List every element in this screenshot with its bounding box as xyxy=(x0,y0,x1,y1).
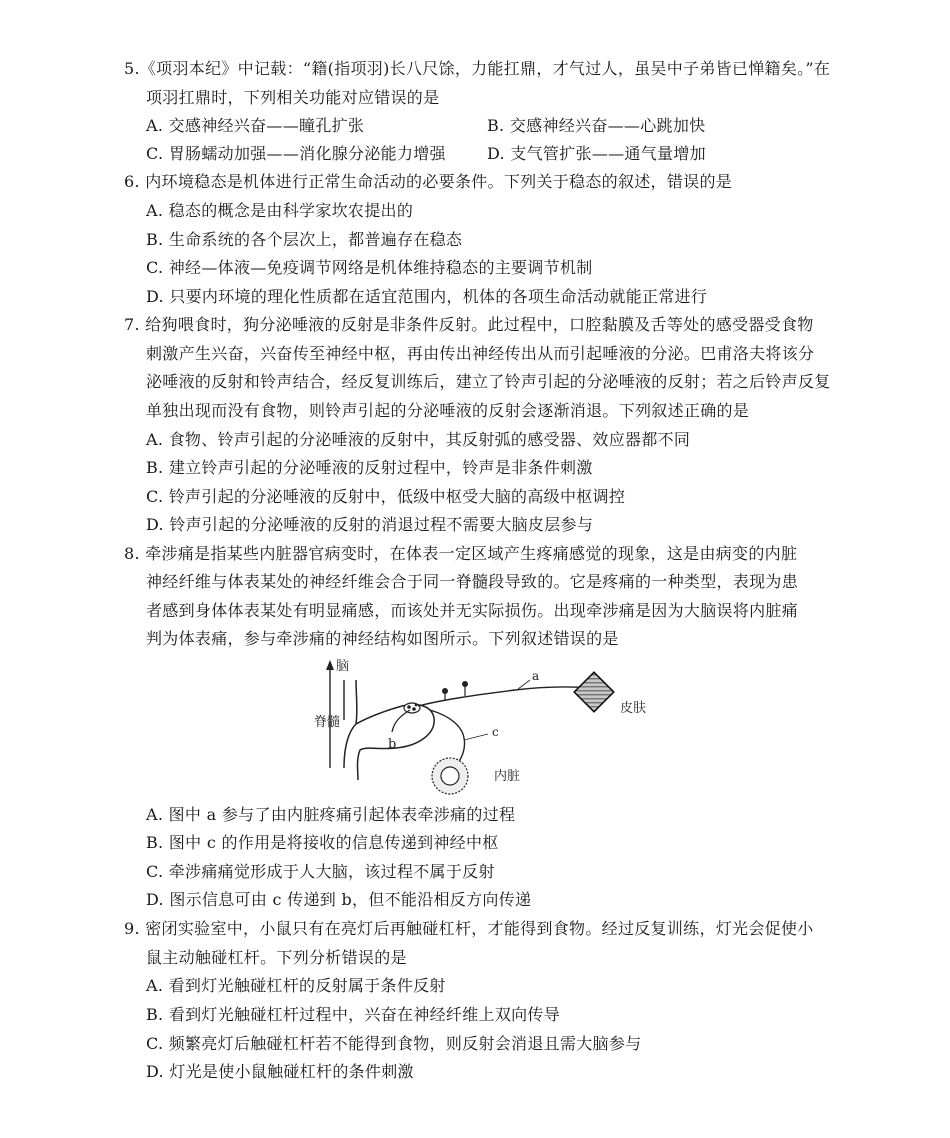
brain-label: 脑 xyxy=(336,659,350,674)
q6-option-b: B. 生命系统的各个层次上，都普遍存在稳态 xyxy=(146,230,463,249)
q9-stem-line-1: 9. 密闭实验室中，小鼠只有在亮灯后再触碰杠杆，才能得到食物。经过反复训练，灯光会促使小 xyxy=(124,919,814,938)
q7-stem-line-2: 刺激产生兴奋，兴奋传至神经中枢，再由传出神经传出从而引起唾液的分泌。巴甫洛夫将该分 xyxy=(146,344,815,363)
nerve-fiber-c xyxy=(430,710,465,766)
q7-option-c: C. 铃声引起的分泌唾液的反射中，低级中枢受大脑的高级中枢调控 xyxy=(146,487,626,506)
q6-option-c: C. 神经—体液—免疫调节网络是机体维持稳态的主要调节机制 xyxy=(146,258,593,277)
spinal-cord-label: 脊髓 xyxy=(314,715,341,730)
label-a-leader xyxy=(518,680,530,689)
q9-option-b: B. 看到灯光触碰杠杆过程中，兴奋在神经纤维上双向传导 xyxy=(146,1005,561,1024)
q8-option-d: D. 图示信息可由 c 传递到 b，但不能沿相反方向传递 xyxy=(146,890,532,909)
q5-option-a: A. 交感神经兴奋——瞳孔扩张 xyxy=(146,116,365,135)
q8-stem-line-3: 者感到身体体表某处有明显痛感，而该处并无实际损伤。出现牵涉痛是因为大脑误将内脏痛 xyxy=(146,601,799,620)
q5-stem-line-2: 项羽扛鼎时，下列相关功能对应错误的是 xyxy=(146,88,440,107)
label-a: a xyxy=(532,669,540,683)
q7-stem-line-1: 7. 给狗喂食时，狗分泌唾液的反射是非条件反射。此过程中，口腔黏膜及舌等处的感受器受食物 xyxy=(124,315,814,334)
q8-option-a: A. 图中 a 参与了由内脏疼痛引起体表牵涉痛的过程 xyxy=(146,805,516,824)
q8-stem-line-4: 判为体表痛，参与牵涉痛的神经结构如图所示。下列叙述错误的是 xyxy=(146,629,619,648)
q5-option-b: B. 交感神经兴奋——心跳加快 xyxy=(487,116,706,135)
referred-pain-diagram xyxy=(300,650,660,800)
q8-stem-line-1: 8. 牵涉痛是指某些内脏器官病变时，在体表一定区域产生疼痛感觉的现象，这是由病变的内脏 xyxy=(124,544,798,563)
skin-label: 皮肤 xyxy=(620,701,647,716)
q5-option-d: D. 支气管扩张——通气量增加 xyxy=(487,144,706,163)
q6-stem-line-1: 6. 内环境稳态是机体进行正常生命活动的必要条件。下列关于稳态的叙述，错误的是 xyxy=(124,172,733,191)
q6-option-a: A. 稳态的概念是由科学家坎农提出的 xyxy=(146,201,414,220)
q9-option-a: A. 看到灯光触碰杠杆的反射属于条件反射 xyxy=(146,976,446,995)
q7-stem-line-4: 单独出现而没有食物，则铃声引起的分泌唾液的反射会逐渐消退。下列叙述正确的是 xyxy=(146,401,750,420)
label-b: b xyxy=(388,737,397,752)
q9-option-c: C. 频繁亮灯后触碰杠杆若不能得到食物，则反射会消退且需大脑参与 xyxy=(146,1034,642,1053)
q5-stem-line-1: 5.《项羽本纪》中记载：“籍(指项羽)长八尺馀，力能扛鼎，才气过人，虽吴中子弟皆已惮籍矣。”在 xyxy=(124,59,831,78)
q8-option-c: C. 牵涉痛痛觉形成于人大脑，该过程不属于反射 xyxy=(146,862,495,881)
label-c-leader xyxy=(464,734,488,740)
q6-option-d: D. 只要内环境的理化性质都在适宜范围内，机体的各项生命活动就能正常进行 xyxy=(146,287,708,306)
q8-stem-line-2: 神经纤维与体表某处的神经纤维会合于同一脊髓段导致的。它是疼痛的一种类型，表现为患 xyxy=(146,572,799,591)
q8-option-b: B. 图中 c 的作用是将接收的信息传递到神经中枢 xyxy=(146,833,499,852)
label-c: c xyxy=(492,725,499,739)
q9-option-d: D. 灯光是使小鼠触碰杠杆的条件刺激 xyxy=(146,1062,414,1081)
q7-option-b: B. 建立铃声引起的分泌唾液的反射过程中，铃声是非条件刺激 xyxy=(146,458,593,477)
spinal-cord-outline xyxy=(344,680,434,780)
neuron-b xyxy=(392,710,410,732)
viscera-label: 内脏 xyxy=(494,769,521,784)
skin-block xyxy=(574,672,614,712)
q7-option-d: D. 铃声引起的分泌唾液的反射的消退过程不需要大脑皮层参与 xyxy=(146,515,594,534)
q5-option-c: C. 胃肠蠕动加强——消化腺分泌能力增强 xyxy=(146,144,446,163)
referred-pain-svg xyxy=(300,650,660,800)
q7-option-a: A. 食物、铃声引起的分泌唾液的反射中，其反射弧的感受器、效应器都不同 xyxy=(146,430,691,449)
q9-stem-line-2: 鼠主动触碰杠杆。下列分析错误的是 xyxy=(146,948,407,967)
brain-pathway-arrow xyxy=(326,660,334,768)
q7-stem-line-3: 泌唾液的反射和铃声结合，经反复训练后，建立了铃声引起的分泌唾液的反射；若之后铃声反复 xyxy=(146,372,831,391)
synapse-cluster xyxy=(404,703,420,713)
viscera-organ xyxy=(432,758,468,794)
